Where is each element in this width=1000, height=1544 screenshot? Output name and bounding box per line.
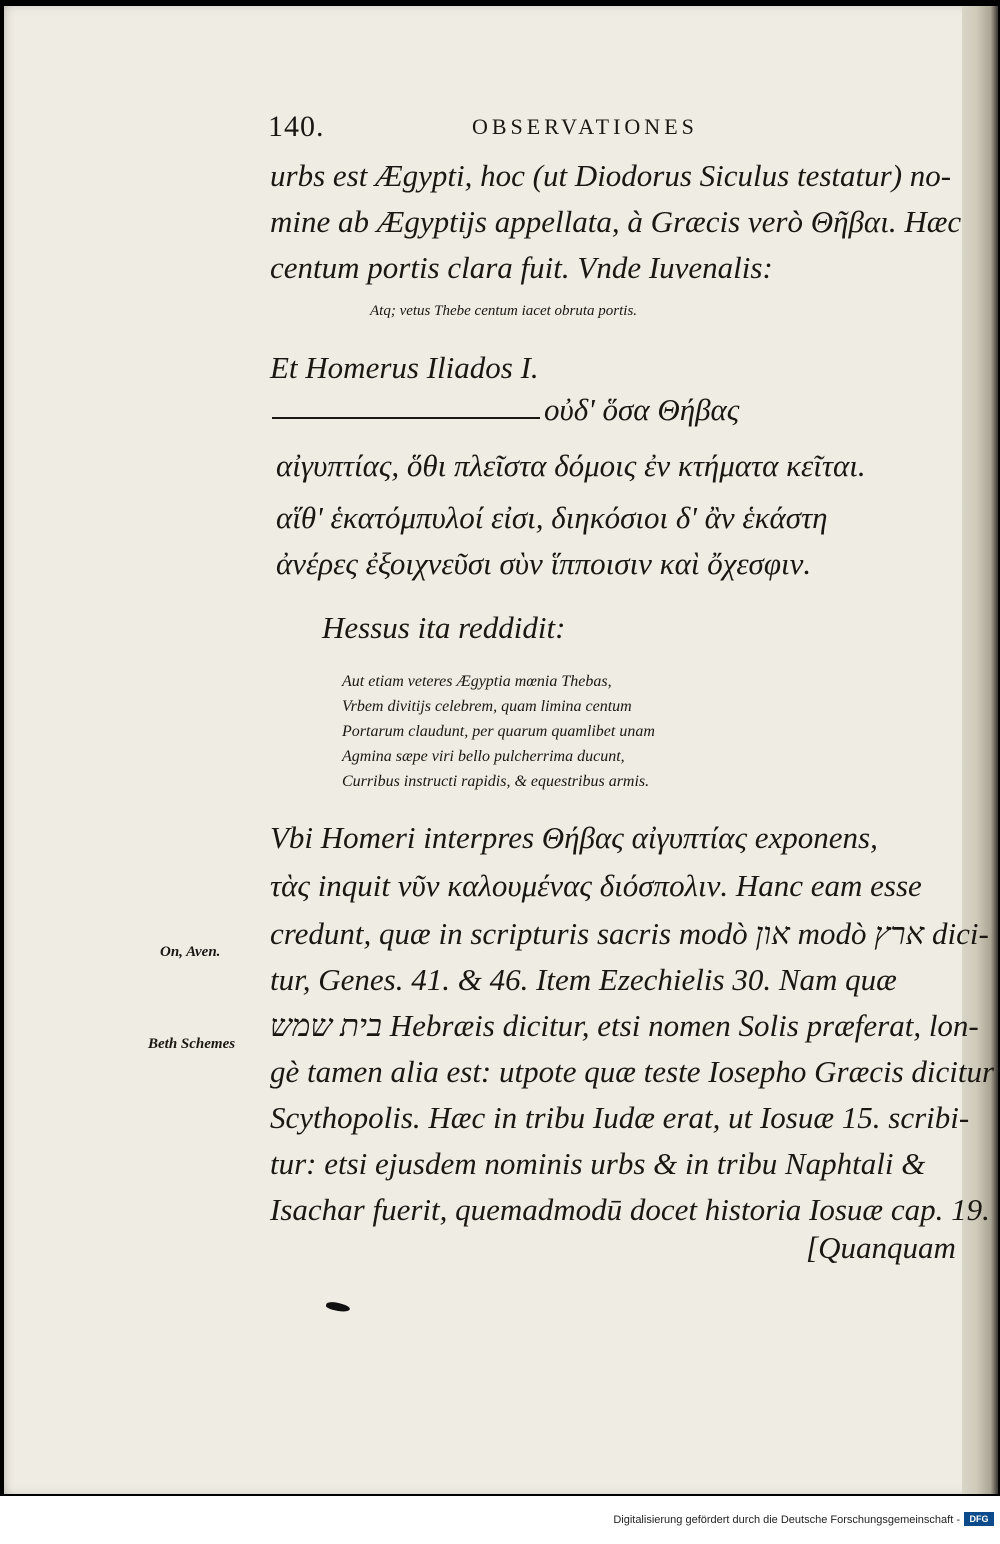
verse-line: Portarum claudunt, per quarum quamlibet unam: [342, 723, 655, 740]
footer-credit: Digitalisierung gefördert durch die Deutsche Forschungsgemeinschaft -: [613, 1514, 960, 1526]
homer-intro: Et Homerus Iliados I.: [270, 350, 539, 385]
running-title: OBSERVATIONES: [472, 114, 698, 139]
greek-line: οὐδ' ὅσα Θήβας: [544, 392, 740, 427]
commentary-line: τὰς inquit νῦν καλουμένας διόσπολιν. Hanc eam esse: [270, 868, 922, 903]
commentary-line: tur, Genes. 41. & 46. Item Ezechielis 30. Nam quæ: [270, 962, 897, 997]
margin-note-beth-schemes: Beth Schemes: [148, 1036, 236, 1052]
dfg-logo-icon: DFG: [964, 1512, 994, 1526]
greek-line: αἰγυπτίας, ὅθι πλεῖστα δόμοις ἐν κτήματα κεῖται.: [276, 448, 866, 483]
quotation-dash: [272, 417, 540, 419]
catchword: [Quanquam: [806, 1230, 956, 1265]
page-edge-shadow: [962, 6, 998, 1494]
footer-bar: [0, 1496, 1000, 1544]
commentary-line: Scythopolis. Hæc in tribu Iudæ erat, ut Iosuæ 15. scribi-: [270, 1100, 970, 1135]
margin-note-on-aven: On, Aven.: [160, 944, 221, 960]
juvenal-quote: Atq; vetus Thebe centum iacet obruta portis.: [370, 303, 638, 319]
commentary-line: gè tamen alia est: utpote quæ teste Iosepho Græcis dicitur: [270, 1054, 995, 1089]
body-line: centum portis clara fuit. Vnde Iuvenalis:: [270, 250, 773, 285]
running-header: [268, 110, 768, 144]
body-line: mine ab Ægyptijs appellata, à Græcis verò Θῆβαι. Hæc: [270, 204, 962, 239]
greek-line: ἀνέρες ἐξοιχνεῦσι σὺν ἵπποισιν καὶ ὄχεσφιν.: [276, 546, 812, 581]
verse-line: Curribus instructi rapidis, & equestribus armis.: [342, 773, 650, 790]
verse-line: Agmina sæpe viri bello pulcherrima ducunt,: [342, 748, 625, 765]
commentary-line: tur: etsi ejusdem nominis urbs & in tribu Naphtali &: [270, 1146, 926, 1181]
commentary-line: Isachar fuerit, quemadmodū docet historia Iosuæ cap. 19.: [270, 1192, 990, 1227]
verse-line: Vrbem divitijs celebrem, quam limina centum: [342, 698, 632, 715]
commentary-line: בית שמש Hebræis dicitur, etsi nomen Solis præferat, lon-: [270, 1008, 979, 1043]
commentary-line: Vbi Homeri interpres Θήβας αἰγυπτίας exponens,: [270, 820, 878, 855]
commentary-line: credunt, quæ in scripturis sacris modò און modò ארץ dici-: [270, 916, 989, 951]
page-number: 140.: [268, 110, 325, 143]
verse-line: Aut etiam veteres Ægyptia mœnia Thebas,: [342, 673, 612, 690]
greek-line: αἵθ' ἑκατόμπυλοί εἰσι, διηκόσιοι δ' ἂν ἑκάστη: [276, 500, 828, 535]
body-line: urbs est Ægypti, hoc (ut Diodorus Siculus testatur) no-: [270, 158, 952, 193]
hessus-intro: Hessus ita reddidit:: [322, 610, 566, 645]
